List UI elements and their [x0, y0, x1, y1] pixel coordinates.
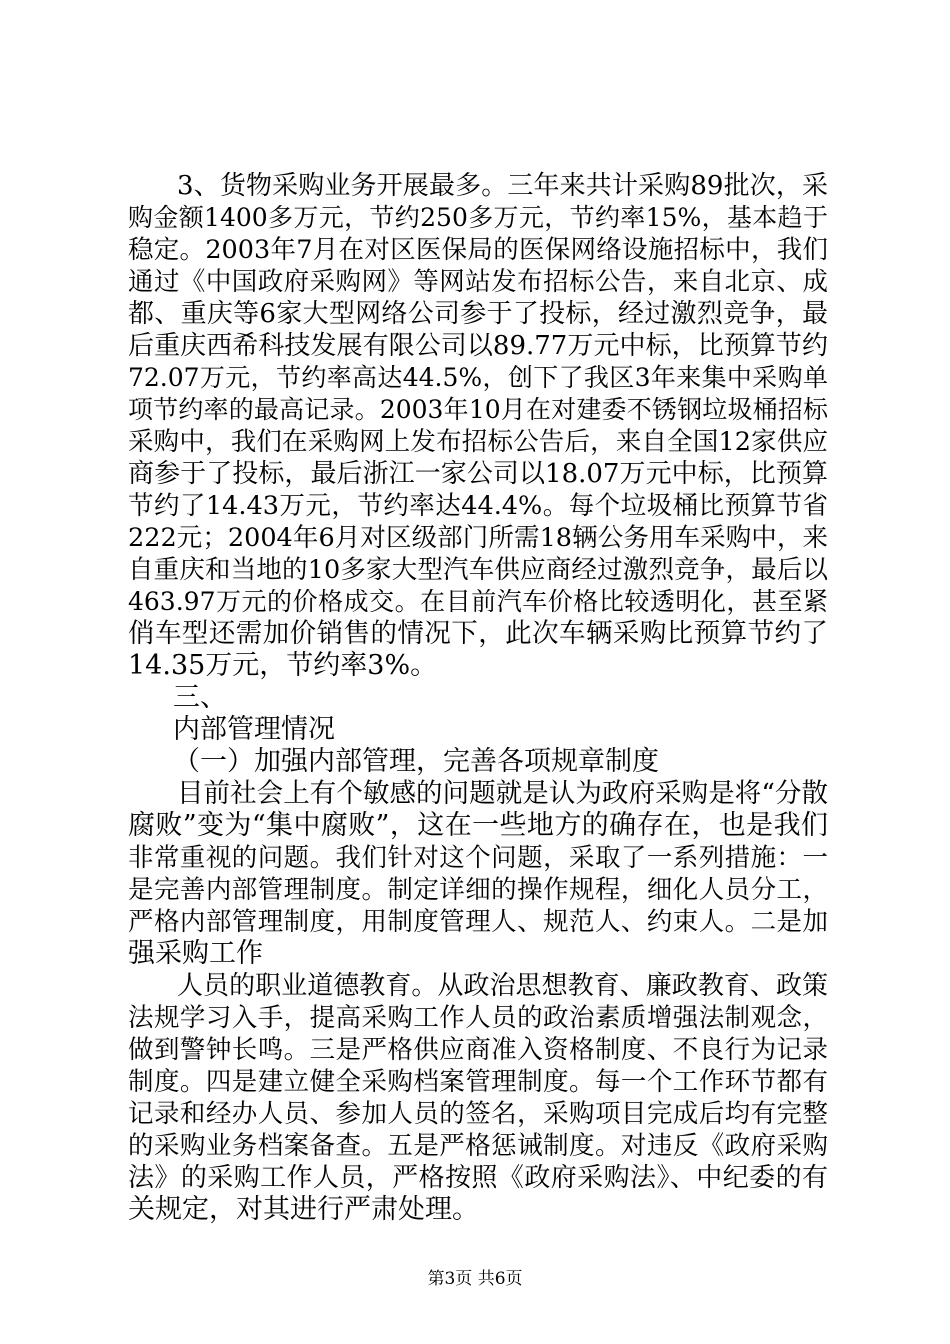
- text-line: 的采购业务档案备查。五是严格惩诫制度。对违反《政府采购: [128, 1131, 828, 1161]
- text-line: 做到警钟长鸣。三是严格供应商准入资格制度、不良行为记录: [128, 1035, 828, 1065]
- text-line: 72.07万元，节约率高达44.5%，创下了我区3年来集中采购单: [128, 363, 828, 392]
- text-line: 俏车型还需加价销售的情况下，此次车辆采购比预算节约了: [128, 618, 828, 649]
- text-line: 严格内部管理制度，用制度管理人、规范人、约束人。二是加: [128, 907, 828, 937]
- text-line: 目前社会上有个敏感的问题就是认为政府采购是将“分散: [177, 778, 828, 809]
- text-line: 腐败”变为“集中腐败”，这在一些地方的确存在，也是我们: [128, 810, 828, 841]
- text-line: 后重庆西希科技发展有限公司以89.77万元中标，比预算节约: [128, 331, 828, 361]
- text-line: 自重庆和当地的10多家大型汽车供应商经过激烈竞争，最后以: [128, 555, 828, 585]
- paragraph-goods-procurement: [128, 170, 828, 682]
- section-heading-title: 内部管理情况: [173, 714, 335, 745]
- text-line: 都、重庆等6家大型网络公司参于了投标，经过激烈竞争，最: [128, 299, 828, 329]
- text-line: 商参于了投标，最后浙江一家公司以18.07万元中标，比预算: [128, 459, 828, 489]
- text-line: 稳定。2003年7月在对区医保局的医保网络设施招标中，我们: [128, 235, 828, 265]
- text-line: 项节约率的最高记录。2003年10月在对建委不锈钢垃圾桶招标: [128, 395, 828, 424]
- text-line: 采购中，我们在采购网上发布招标公告后，来自全国12家供应: [128, 427, 828, 457]
- text-line: 222元；2004年6月对区级部门所需18辆公务用车采购中，来: [128, 523, 828, 553]
- text-line: 3、货物采购业务开展最多。三年来共计采购89批次，采: [177, 171, 828, 201]
- text-line: 14.35万元，节约率3%。: [128, 650, 438, 681]
- text-line: 关规定，对其进行严肃处理。: [128, 1194, 479, 1225]
- text-line: 是完善内部管理制度。制定详细的操作规程，细化人员分工，: [128, 875, 828, 905]
- text-line: 强采购工作: [128, 938, 263, 969]
- paragraph-ethics-education: [128, 970, 828, 1226]
- text-line: 非常重视的问题。我们针对这个问题，采取了一系列措施：一: [128, 843, 828, 873]
- text-line: 法规学习入手，提高采购工作人员的政治素质增强法制观念，: [128, 1003, 828, 1033]
- paragraph-internal-management: [128, 778, 828, 970]
- section-heading-number: 三、: [173, 682, 227, 713]
- text-line: 记录和经办人员、参加人员的签名，采购项目完成后均有完整: [128, 1099, 828, 1129]
- document-body: [128, 170, 828, 1226]
- subsection-heading: （一）加强内部管理，完善各项规章制度: [173, 746, 659, 777]
- text-line: 购金额1400多万元，节约250多万元，节约率15%，基本趋于: [128, 203, 828, 232]
- text-line: 人员的职业道德教育。从政治思想教育、廉政教育、政策: [177, 971, 828, 1001]
- text-line: 通过《中国政府采购网》等网站发布招标公告，来自北京、成: [128, 267, 828, 297]
- text-line: 法》的采购工作人员，严格按照《政府采购法》、中纪委的有: [128, 1163, 828, 1193]
- text-line: 节约了14.43万元，节约率达44.4%。每个垃圾桶比预算节省: [128, 491, 828, 521]
- page-number-footer: 第3页 共6页: [427, 1269, 523, 1289]
- text-line: 463.97万元的价格成交。在目前汽车价格比较透明化，甚至紧: [128, 587, 828, 616]
- text-line: 制度。四是建立健全采购档案管理制度。每一个工作环节都有: [128, 1067, 828, 1097]
